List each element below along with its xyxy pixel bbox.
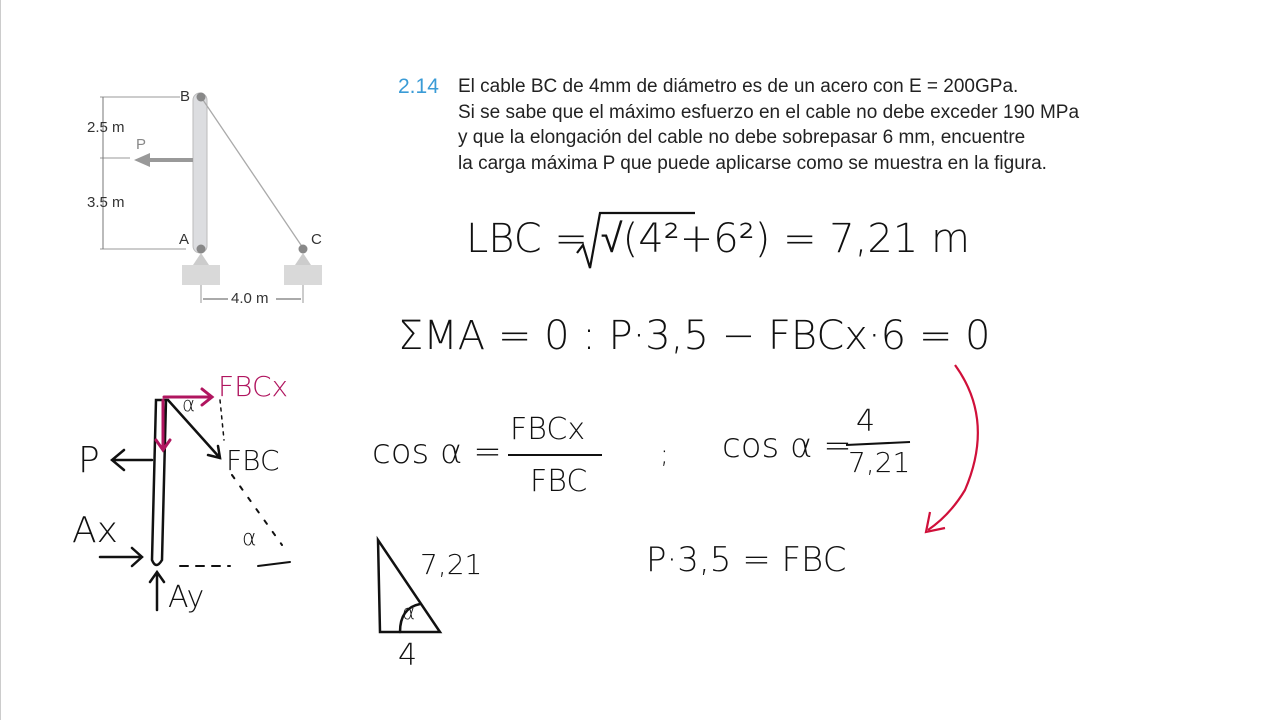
fbd-alpha: α	[182, 392, 196, 416]
dim-horizontal: 4.0 m	[231, 290, 269, 307]
fbd-ay: Ay	[168, 580, 205, 615]
eq-separator: ;	[660, 440, 669, 470]
eq-cos2-num: 4	[856, 404, 876, 439]
pin-c	[299, 245, 308, 254]
post-ab	[193, 93, 207, 253]
label-b: B	[180, 88, 191, 105]
eq-length: LBC = √(4²+6²) = 7,21 m	[466, 216, 970, 262]
triangle-base: 4	[398, 638, 418, 673]
dim-bottom: 3.5 m	[87, 194, 125, 211]
problem-line: y que la elongación del cable no debe sobrepasar 6 mm, encuentre	[458, 127, 1026, 148]
fbd-fbcx: FBCx	[218, 370, 289, 403]
ay-arrow	[150, 572, 164, 610]
free-body-diagram	[100, 400, 290, 610]
label-c: C	[311, 231, 322, 248]
support-c	[284, 265, 322, 285]
cable-bc	[201, 97, 303, 248]
problem-line: El cable BC de 4mm de diámetro es de un acero con E = 200GPa.	[458, 76, 1019, 97]
eq-result: P·3,5 = FBC	[646, 540, 847, 580]
support-a	[182, 265, 220, 285]
eq-cos2-lhs: cos α =	[722, 426, 852, 466]
label-p: P	[136, 136, 147, 153]
eq-cos2-den: 7,21	[848, 446, 911, 479]
fbd-alpha-bottom: α	[242, 526, 257, 551]
eq-cos1-num: FBCx	[510, 412, 586, 447]
fraction-bar-2	[846, 442, 910, 445]
p-arrow	[112, 450, 152, 470]
eq-cos1-lhs: cos α =	[372, 432, 502, 472]
fbd-fbc: FBC	[226, 444, 280, 477]
curved-arrow	[928, 365, 978, 530]
problem-line: la carga máxima P que puede aplicarse como se muestra en la figura.	[458, 152, 1047, 174]
label-a: A	[179, 231, 190, 248]
triangle-hyp: 7,21	[420, 548, 483, 581]
textbook-figure	[100, 93, 322, 304]
fbd-ax: Ax	[72, 510, 118, 551]
eq-moment: ΣMA = 0 : P·3,5 − FBCx·6 = 0	[398, 313, 991, 359]
fbd-p: P	[78, 440, 100, 481]
triangle-angle: α	[402, 600, 416, 624]
pin-b	[197, 93, 206, 102]
problem-number: 2.14	[398, 75, 439, 98]
eq-cos1-den: FBC	[530, 464, 588, 499]
dim-top: 2.5 m	[87, 119, 125, 136]
pin-a	[197, 245, 206, 254]
problem-line: Si se sabe que el máximo esfuerzo en el cable no debe exceder 190 MPa	[458, 101, 1080, 123]
